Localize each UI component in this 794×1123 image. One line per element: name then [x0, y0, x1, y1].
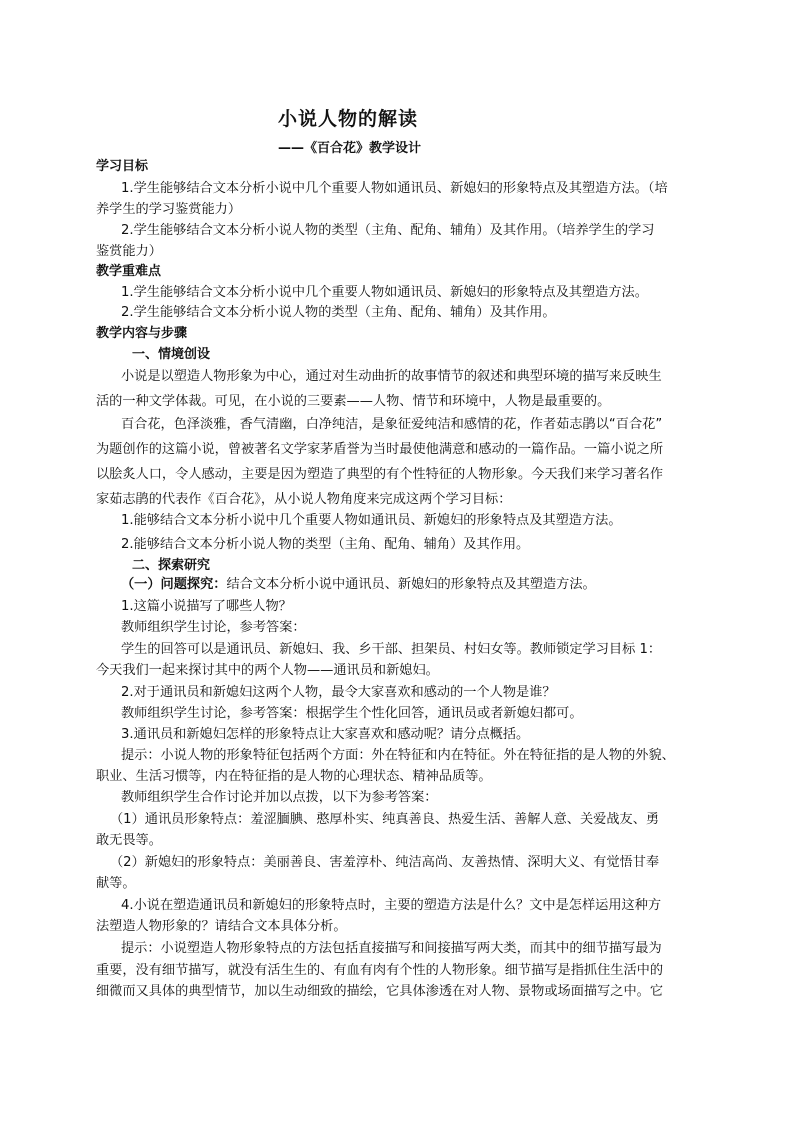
text-line: 2.学生能够结合文本分析小说人物的类型（主角、配角、辅角）及其作用。	[121, 305, 556, 320]
text-line: 2.能够结合文本分析小说人物的类型（主角、配角、辅角）及其作用。	[121, 537, 530, 552]
question-text: 结合文本分析小说中通讯员、新媳妇的形象特点及其塑造方法。	[226, 577, 596, 592]
text-line: 1.能够结合文本分析小说中几个重要人物如通讯员、新媳妇的形象特点及其塑造方法。	[121, 513, 622, 528]
section-heading-content: 教学内容与步骤	[96, 326, 188, 341]
text-line: 养学生的学习鉴赏能力）	[96, 202, 242, 217]
page-title: 小说人物的解读	[278, 108, 419, 130]
text-line: 敢无畏等。	[96, 833, 162, 848]
text-line: 1.学生能够结合文本分析小说中几个重要人物如通讯员、新媳妇的形象特点及其塑造方法。	[121, 285, 648, 300]
text-line: 以脍炙人口，令人感动，主要是因为塑造了典型的有个性特征的人物形象。今天我们来学习著名作	[96, 467, 664, 482]
text-line: 提示：小说人物的形象特征包括两个方面：外在特征和内在特征。外在特征指的是人物的外貌、	[121, 748, 675, 763]
text-line: （2）新媳妇的形象特点：美丽善良、害羞淳朴、纯洁高尚、友善热情、深明大义、有觉悟甘奉	[110, 855, 660, 870]
text-line: 1.学生能够结合文本分析小说中几个重要人物如通讯员、新媳妇的形象特点及其塑造方法。（培	[121, 181, 668, 196]
text-line	[121, 576, 696, 593]
text-line: 教师组织学生讨论，参考答案：根据学生个性化回答，通讯员或者新媳妇都可。	[121, 706, 583, 721]
text-line: 3.通讯员和新媳妇怎样的形象特点让大家喜欢和感动呢？请分点概括。	[121, 727, 530, 742]
text-line: （1）通讯员形象特点：羞涩腼腆、憨厚朴实、纯真善良、热爱生活、善解人意、关爱战友、勇	[110, 812, 660, 827]
text-line: 为题创作的这篇小说，曾被著名文学家茅盾誉为当时最使他满意和感动的一篇作品。一篇小说之所	[96, 442, 664, 457]
page-subtitle: ——《百合花》教学设计	[278, 141, 422, 156]
text-line: 2.对于通讯员和新媳妇这两个人物，最令大家喜欢和感动的一个人物是谁？	[121, 685, 556, 700]
text-line: 百合花，色泽淡雅，香气清幽，白净纯洁，是象征爱纯洁和感情的花，作者茹志鹃以“百合花”	[121, 417, 663, 432]
text-line: 4.小说在塑造通讯员和新媳妇的形象特点时，主要的塑造方法是什么？文中是怎样运用这种方	[121, 898, 662, 913]
text-line: 教师组织学生合作讨论并加以点拨，以下为参考答案：	[121, 790, 438, 805]
question-label: （一）问题探究：	[121, 577, 227, 592]
text-line: 家茹志鹃的代表作《百合花》，从小说人物角度来完成这两个学习目标：	[96, 492, 512, 507]
text-line: 提示：小说塑造人物形象特点的方法包括直接描写和间接描写两大类，而其中的细节描写最为	[121, 941, 662, 956]
text-line: 活的一种文学体裁。可见，在小说的三要素——人物、情节和环境中，人物是最重要的。	[96, 394, 611, 409]
text-line: 1.这篇小说描写了哪些人物？	[121, 599, 292, 614]
text-line: 法塑造人物形象的？请结合文本具体分析。	[96, 919, 347, 934]
section-heading-difficulties: 教学重难点	[96, 264, 162, 279]
text-line: 鉴赏能力）	[96, 244, 162, 259]
text-line: 细微而又具体的典型情节，加以生动细致的描绘，它具体渗透在对人物、景物或场面描写之中。它	[96, 984, 664, 999]
text-line: 教师组织学生讨论，参考答案：	[121, 620, 306, 635]
text-line: 今天我们一起来探讨其中的两个人物——通讯员和新媳妇。	[96, 663, 439, 678]
text-line: 献等。	[96, 876, 136, 891]
text-line: 职业、生活习惯等，内在特征指的是人物的心理状态、精神品质等。	[96, 769, 492, 784]
step-heading: 一、情境创设	[132, 347, 211, 362]
text-line: 学生的回答可以是通讯员、新媳妇、我、乡干部、担架员、村妇女等。教师锁定学习目标 1：	[121, 642, 662, 657]
step-heading: 二、探索研究	[132, 558, 211, 573]
text-line: 小说是以塑造人物形象为中心，通过对生动曲折的故事情节的叙述和典型环境的描写来反映生	[121, 369, 662, 384]
text-line: 重要，没有细节描写，就没有活生生的、有血有肉有个性的人物形象。细节描写是指抓住生活中的	[96, 963, 664, 978]
section-heading-objectives: 学习目标	[96, 159, 149, 174]
text-line: 2.学生能够结合文本分析小说人物的类型（主角、配角、辅角）及其作用。（培养学生的学习	[121, 223, 655, 238]
